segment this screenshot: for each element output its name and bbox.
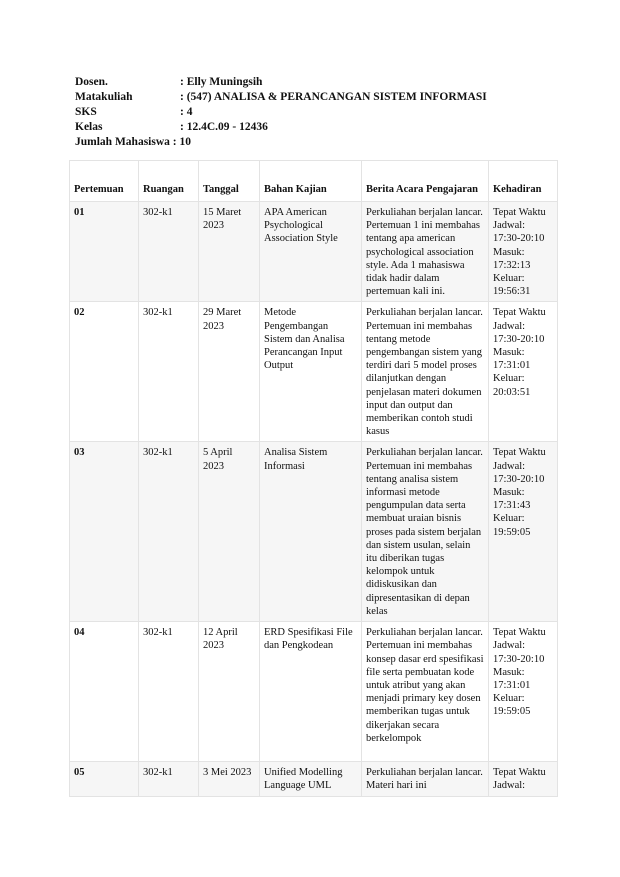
cell-bahan-kajian: Analisa Sistem Informasi	[260, 442, 362, 622]
cell-bahan-kajian: APA American Psychological Association Style	[260, 202, 362, 302]
cell-ruangan: 302-k1	[139, 762, 199, 796]
masuk-text: Masuk: 17:31:43	[493, 487, 531, 512]
cell-kehadiran	[489, 202, 558, 302]
status-text: Tepat Waktu	[493, 207, 546, 218]
cell-ruangan: 302-k1	[139, 202, 199, 302]
status-text: Tepat Waktu	[493, 627, 546, 639]
cell-bahan-kajian: ERD Spesifikasi File dan Pengkodean	[260, 622, 362, 762]
jadwal-text: Jadwal:	[493, 780, 526, 792]
table-row	[70, 302, 558, 442]
info-value: : 12.4C.09 - 12436	[180, 121, 268, 133]
info-label-value	[75, 135, 191, 150]
table-header-row	[70, 161, 558, 202]
cell-bahan-kajian: Unified Modelling Language UML	[260, 762, 362, 796]
keluar-text: Keluar: 19:59:05	[493, 693, 531, 718]
column-header: Pertemuan	[70, 161, 139, 202]
cell-berita-acara: Perkuliahan berjalan lancar. Pertemuan ini membahas tentang analisa sistem informasi metode pengumpulan data serta membuat uraian bisnis proses pada sistem berjalan dan sistem usulan, selain itu diberikan tugas kelompok untuk didiskusikan dan dipresentasikan di depan kelas	[362, 442, 489, 622]
cell-berita-acara: Perkuliahan berjalan lancar. Pertemuan ini membahas tentang metode pengembangan sistem yang terdiri dari 5 model proses dilanjutkan dengan penjelasan materi dokumen input dan output dan memberikan contoh studi kasus	[362, 302, 489, 442]
cell-kehadiran	[489, 302, 558, 442]
table-row	[70, 202, 558, 302]
cell-pertemuan: 02	[70, 302, 139, 442]
column-header: Berita Acara Pengajaran	[362, 161, 489, 202]
cell-tanggal: 15 Maret 2023	[199, 202, 260, 302]
attendance-table	[69, 160, 558, 797]
cell-berita-acara: Perkuliahan berjalan lancar. Pertemuan 1 ini membahas tentang apa american psychological association style. Ada 1 mahasiswa tidak hadir dalam pertemuan kali ini.	[362, 202, 489, 302]
column-header: Tanggal	[199, 161, 260, 202]
cell-pertemuan: 04	[70, 622, 139, 762]
table-row	[70, 622, 558, 762]
info-value: : 4	[180, 106, 193, 118]
keluar-text: Keluar: 20:03:51	[493, 373, 531, 398]
cell-pertemuan: 05	[70, 762, 139, 796]
info-label: Dosen.	[75, 76, 108, 88]
cell-pertemuan: 01	[70, 202, 139, 302]
cell-tanggal: 3 Mei 2023	[199, 762, 260, 796]
info-label: Kelas	[75, 121, 103, 133]
cell-tanggal: 12 April 2023	[199, 622, 260, 762]
masuk-text: Masuk: 17:31:01	[493, 666, 531, 691]
cell-kehadiran	[489, 622, 558, 762]
info-value: : (547) ANALISA & PERANCANGAN SISTEM INFORMASI	[180, 91, 487, 103]
status-text: Tepat Waktu	[493, 447, 546, 459]
jadwal-text: Jadwal: 17:30-20:10	[493, 220, 545, 245]
cell-ruangan: 302-k1	[139, 442, 199, 622]
masuk-text: Masuk: 17:32:13	[493, 246, 531, 271]
cell-kehadiran	[489, 442, 558, 622]
column-header: Bahan Kajian	[260, 161, 362, 202]
column-header: Ruangan	[139, 161, 199, 202]
cell-pertemuan: 03	[70, 442, 139, 622]
cell-ruangan: 302-k1	[139, 302, 199, 442]
info-label: SKS	[75, 106, 97, 118]
info-label: Matakuliah	[75, 91, 133, 103]
status-text: Tepat Waktu	[493, 767, 546, 779]
status-text: Tepat Waktu	[493, 307, 546, 319]
cell-kehadiran	[489, 762, 558, 796]
cell-tanggal: 29 Maret 2023	[199, 302, 260, 442]
jadwal-text: Jadwal: 17:30-20:10	[493, 320, 545, 345]
cell-bahan-kajian: Metode Pengembangan Sistem dan Analisa Perancangan Input Output	[260, 302, 362, 442]
column-header: Kehadiran	[489, 161, 558, 202]
table-row	[70, 762, 558, 796]
cell-tanggal: 5 April 2023	[199, 442, 260, 622]
keluar-text: Keluar: 19:59:05	[493, 513, 531, 538]
cell-ruangan: 302-k1	[139, 622, 199, 762]
table-row	[70, 442, 558, 622]
masuk-text: Masuk: 17:31:01	[493, 347, 531, 372]
info-value: : 10	[172, 136, 191, 148]
info-label: Jumlah Mahasiswa	[75, 136, 170, 148]
jadwal-text: Jadwal: 17:30-20:10	[493, 640, 545, 665]
jadwal-text: Jadwal: 17:30-20:10	[493, 460, 545, 485]
info-value: : Elly Muningsih	[180, 76, 263, 88]
cell-berita-acara: Perkuliahan berjalan lancar. Pertemuan ini membahas konsep dasar erd spesifikasi file serta pembuatan kode untuk atribut yang akan menjadi primary key dosen memberikan tugas untuk dikerjakan secara berkelompok	[362, 622, 489, 762]
cell-berita-acara: Perkuliahan berjalan lancar. Materi hari ini	[362, 762, 489, 796]
keluar-text: Keluar: 19:56:31	[493, 273, 531, 298]
